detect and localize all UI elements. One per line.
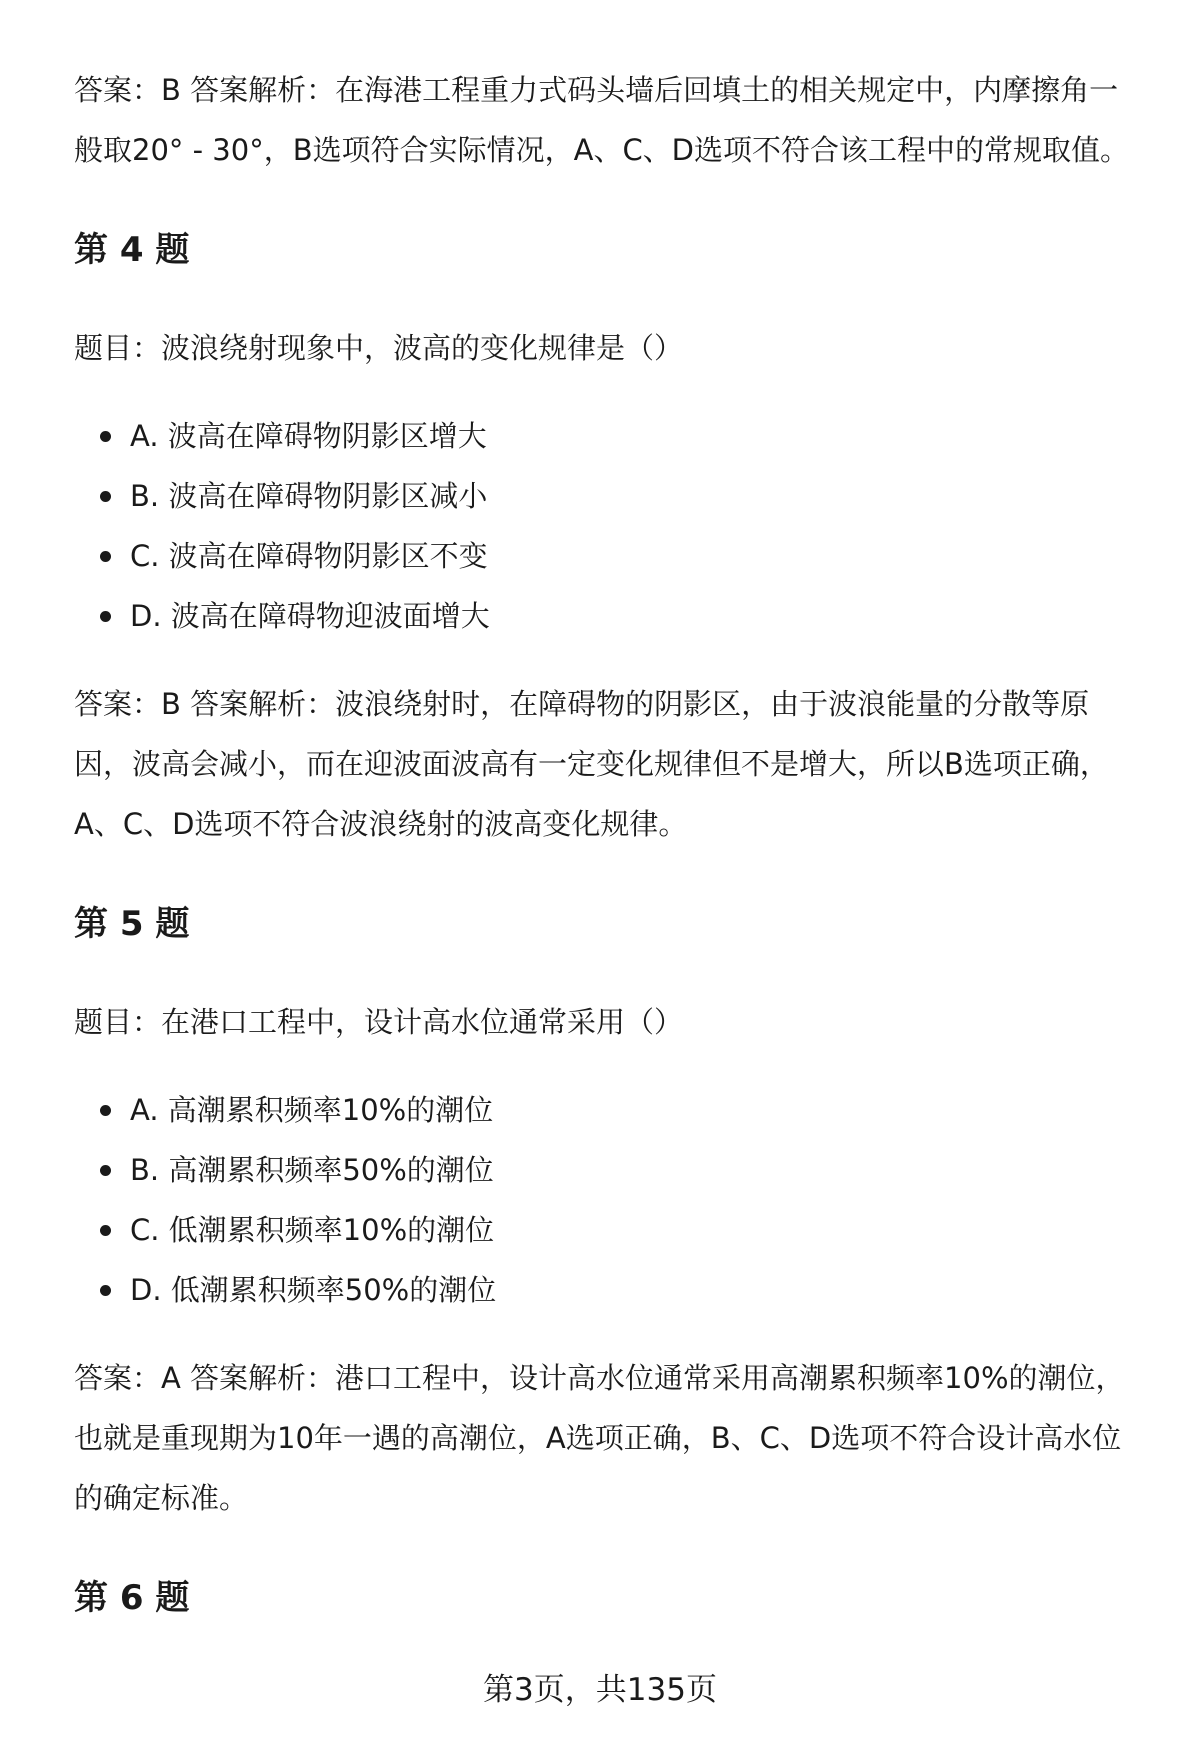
- option-label: A. 波高在障碍物阴影区增大: [130, 419, 487, 453]
- bullet-icon: [100, 1285, 111, 1296]
- q6-heading: 第 6 题: [74, 1578, 190, 1618]
- bullet-icon: [100, 431, 111, 442]
- q5-heading: 第 5 题: [74, 904, 190, 944]
- option-label: B. 波高在障碍物阴影区减小: [130, 479, 488, 513]
- option-label: B. 高潮累积频率50%的潮位: [130, 1153, 494, 1187]
- option-label: C. 低潮累积频率10%的潮位: [130, 1213, 495, 1247]
- bullet-icon: [100, 1225, 111, 1236]
- document-page: [74, 60, 1144, 1626]
- q5-option-d: [74, 1260, 1144, 1320]
- q4-answer-text: 答案：B 答案解析：波浪绕射时，在障碍物的阴影区，由于波浪能量的分散等原因，波高会减小，而在迎波面波高有一定变化规律但不是增大，所以B选项正确，A、C、D选项不符合波浪绕射的波高变化规律。: [74, 687, 1109, 841]
- q5-answer-text: 答案：A 答案解析：港口工程中，设计高水位通常采用高潮累积频率10%的潮位，也就是重现期为10年一遇的高潮位，A选项正确，B、C、D选项不符合设计高水位的确定标准。: [74, 1361, 1125, 1515]
- q4-option-a: [74, 406, 1144, 466]
- q4-heading: 第 4 题: [74, 230, 190, 270]
- q4-option-b: [74, 466, 1144, 526]
- q5-option-b: [74, 1140, 1144, 1200]
- q5-options-list: [74, 1080, 1144, 1320]
- q5-question: 题目：在港口工程中，设计高水位通常采用（）: [74, 1005, 684, 1039]
- q5-option-a: [74, 1080, 1144, 1140]
- option-label: D. 波高在障碍物迎波面增大: [130, 599, 490, 633]
- option-label: A. 高潮累积频率10%的潮位: [130, 1093, 494, 1127]
- option-label: D. 低潮累积频率50%的潮位: [130, 1273, 497, 1307]
- bullet-icon: [100, 551, 111, 562]
- bullet-icon: [100, 1105, 111, 1116]
- bullet-icon: [100, 611, 111, 622]
- q4-option-d: [74, 586, 1144, 646]
- bullet-icon: [100, 491, 111, 502]
- q4-options-list: [74, 406, 1144, 646]
- q3-answer-text: 答案：B 答案解析：在海港工程重力式码头墙后回填土的相关规定中，内摩擦角一般取20° - 30°，B选项符合实际情况，A、C、D选项不符合该工程中的常规取值。: [74, 73, 1130, 167]
- q5-option-c: [74, 1200, 1144, 1260]
- q4-option-c: [74, 526, 1144, 586]
- bullet-icon: [100, 1165, 111, 1176]
- option-label: C. 波高在障碍物阴影区不变: [130, 539, 488, 573]
- page-number-footer: 第3页，共135页: [483, 1672, 717, 1708]
- q4-question: 题目：波浪绕射现象中，波高的变化规律是（）: [74, 331, 684, 365]
